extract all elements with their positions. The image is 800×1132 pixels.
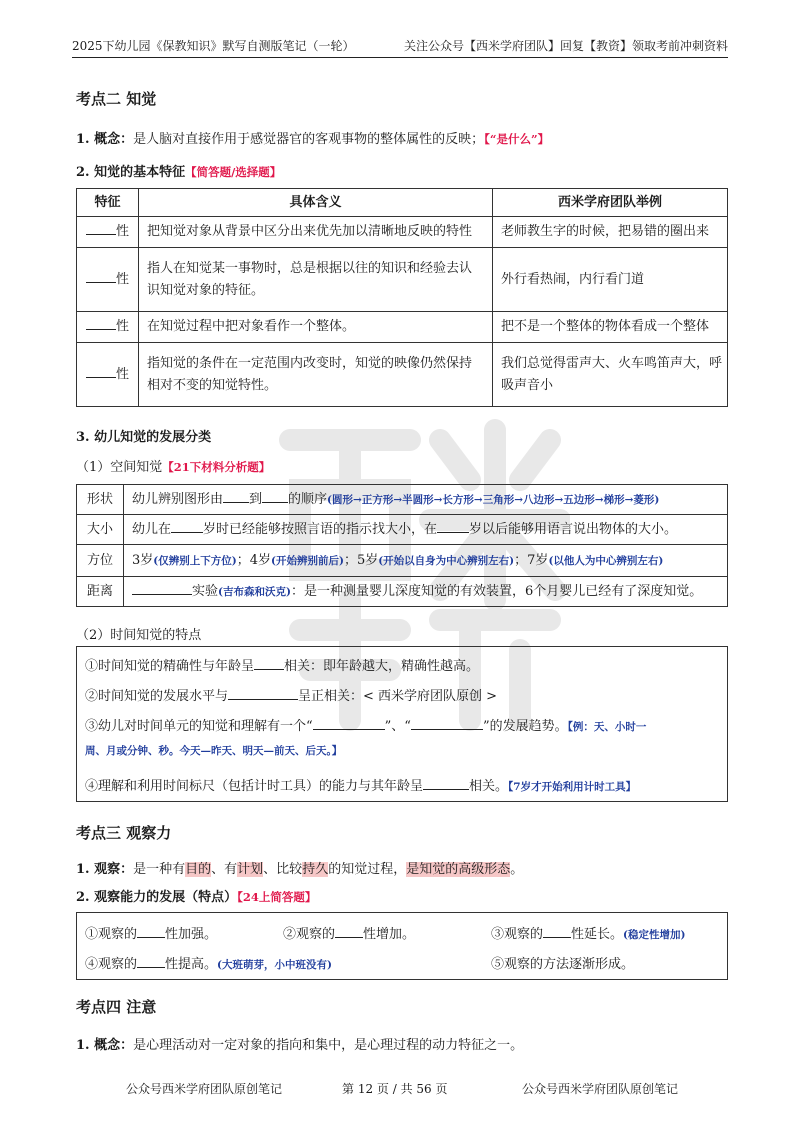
concept-label: 1. 概念： [76,132,134,147]
table-row [77,343,728,407]
features-table [76,188,728,407]
obs-item-2: ②观察的 性增加。 [283,927,416,942]
section-title-perception: 考点二 知觉 [76,90,157,108]
time-line-3: ③幼儿对时间单元的知觉和理解有一个“ ”、“ ”的发展趋势。【例：天、小时一 [85,719,647,734]
row-label: 形状 [77,485,124,515]
features-heading [76,161,281,180]
table-row [77,515,728,545]
time-line-3b: 周、月或分钟、秒。今天—昨天、明天—前天、后天。】 [85,745,343,757]
obs-item-5: ⑤观察的方法逐渐形成。 [491,957,635,972]
table-row [77,248,728,312]
table-row [77,312,728,343]
meaning-cell: 把知觉对象从背景中区分出来优先加以清晰地反映的特性 [139,217,493,248]
size-cell: 幼儿在 岁时已经能够按照言语的指示找大小，在 岁以后能够用语言说出物体的大小。 [124,515,728,545]
fill-blank[interactable] [86,271,116,283]
observation-definition: 1. 观察：是一种有目的、有计划、比较持久的知觉过程，是知觉的高级形态。 [76,862,524,877]
fill-blank[interactable] [223,491,249,503]
time-heading: （2）时间知觉的特点 [76,628,202,643]
observation-dev-heading: 2. 观察能力的发展（特点）【24上简答题】 [76,890,317,905]
row-label: 方位 [77,545,124,577]
fill-blank[interactable] [86,366,116,378]
observation-box [76,912,728,980]
example-cell: 外行看热闹，内行看门道 [493,248,728,312]
feature-cell: 性 [77,312,139,343]
header-left: 2025下幼儿园《保教知识》默写自测版笔记（一轮） [72,39,355,53]
page-number: 第 12 页 / 共 56 页 [342,1082,448,1096]
fill-blank[interactable] [86,318,116,330]
fill-blank[interactable] [262,491,288,503]
feature-cell: 性 [77,343,139,407]
section-title-attention: 考点四 注意 [76,998,157,1016]
meaning-cell: 指知觉的条件在一定范围内改变时，知觉的映像仍然保持 相对不变的知觉特性。 [139,343,493,407]
footer-left: 公众号西米学府团队原创笔记 [126,1082,283,1096]
shape-cell: 幼儿辨别图形由 到 的顺序(圆形→正方形→半圆形→长方形→三角形→八边形→五边形→梯形→菱形) [124,485,728,515]
perception-concept [76,128,549,147]
table-row [77,485,728,515]
features-tag: 【简答题/选择题】 [185,165,282,179]
row-label: 大小 [77,515,124,545]
fill-blank[interactable] [423,778,469,790]
row-label: 距离 [77,577,124,607]
attention-concept: 1. 概念：是心理活动对一定对象的指向和集中，是心理过程的动力特征之一。 [76,1038,524,1053]
fill-blank[interactable] [86,223,116,235]
meaning-cell: 指人在知觉某一事物时，总是根据以往的知识和经验去认 识知觉对象的特征。 [139,248,493,312]
example-cell: 老师教生字的时候，把易错的圈出来 [493,217,728,248]
space-table [76,484,728,607]
feature-cell: 性 [77,248,139,312]
footer-right: 公众号西米学府团队原创笔记 [522,1082,679,1096]
time-line-2: ②时间知觉的发展水平与 呈正相关：< 西米学府团队原创 > [85,689,498,704]
fill-blank[interactable] [411,718,483,730]
space-heading [76,456,270,475]
fill-blank[interactable] [137,926,165,938]
table-row [77,577,728,607]
table-row [77,217,728,248]
concept-tag: 【“是什么”】 [484,132,550,146]
table-row [77,545,728,577]
shape-note: (圆形→正方形→半圆形→长方形→三角形→八边形→五边形→梯形→菱形) [327,493,660,506]
time-box [76,646,728,802]
example-cell: 我们总觉得雷声大、火车鸣笛声大，呼 吸声音小 [493,343,728,407]
header-right: 关注公众号【西米学府团队】回复【教资】领取考前冲刺资料 [403,39,728,53]
fill-blank[interactable] [228,688,298,700]
fill-blank[interactable] [137,956,165,968]
direction-cell: 3岁(仅辨别上下方位)；4岁(开始辨别前后)；5岁(开始以自身为中心辨别左右)；7岁(以他人为中心辨别左右) [124,545,728,577]
fill-blank[interactable] [132,583,192,595]
time-line-1: ①时间知觉的精确性与年龄呈 相关：即年龄越大，精确性越高。 [85,659,480,674]
fill-blank[interactable] [543,926,571,938]
section-title-observation: 考点三 观察力 [76,824,172,842]
space-label: （1）空间知觉 [76,460,163,475]
dev-heading [76,426,211,445]
obs-item-3: ③观察的 性延长。(稳定性增加) [491,927,686,942]
space-tag: 【21下材料分析题】 [162,460,271,474]
dev-label: 3. 幼儿知觉的发展分类 [76,430,212,445]
meaning-cell: 在知觉过程中把对象看作一个整体。 [139,312,493,343]
page-header [72,36,728,58]
fill-blank[interactable] [335,926,363,938]
example-cell: 把不是一个整体的物体看成一个整体 [493,312,728,343]
obs-item-4: ④观察的 性提高。(大班萌芽，小中班没有) [85,957,332,972]
feature-cell: 性 [77,217,139,248]
concept-text: 是人脑对直接作用于感觉器官的客观事物的整体属性的反映； [133,132,485,147]
features-label: 2. 知觉的基本特征 [76,165,186,180]
header-meaning: 具体含义 [139,189,493,217]
fill-blank[interactable] [313,718,385,730]
time-line-4: ④理解和利用时间标尺（包括计时工具）的能力与其年龄呈 相关。【7岁才开始利用计时工具】 [85,779,637,794]
header-feature: 特征 [77,189,139,217]
distance-cell: 实验(吉布森和沃克)：是一种测量婴儿深度知觉的有效装置，6个月婴儿已经有了深度知觉。 [124,577,728,607]
fill-blank[interactable] [254,658,284,670]
fill-blank[interactable] [437,521,469,533]
header-example: 西米学府团队举例 [493,189,728,217]
fill-blank[interactable] [171,521,203,533]
table-header-row [77,189,728,217]
obs-item-1: ①观察的 性加强。 [85,927,218,942]
